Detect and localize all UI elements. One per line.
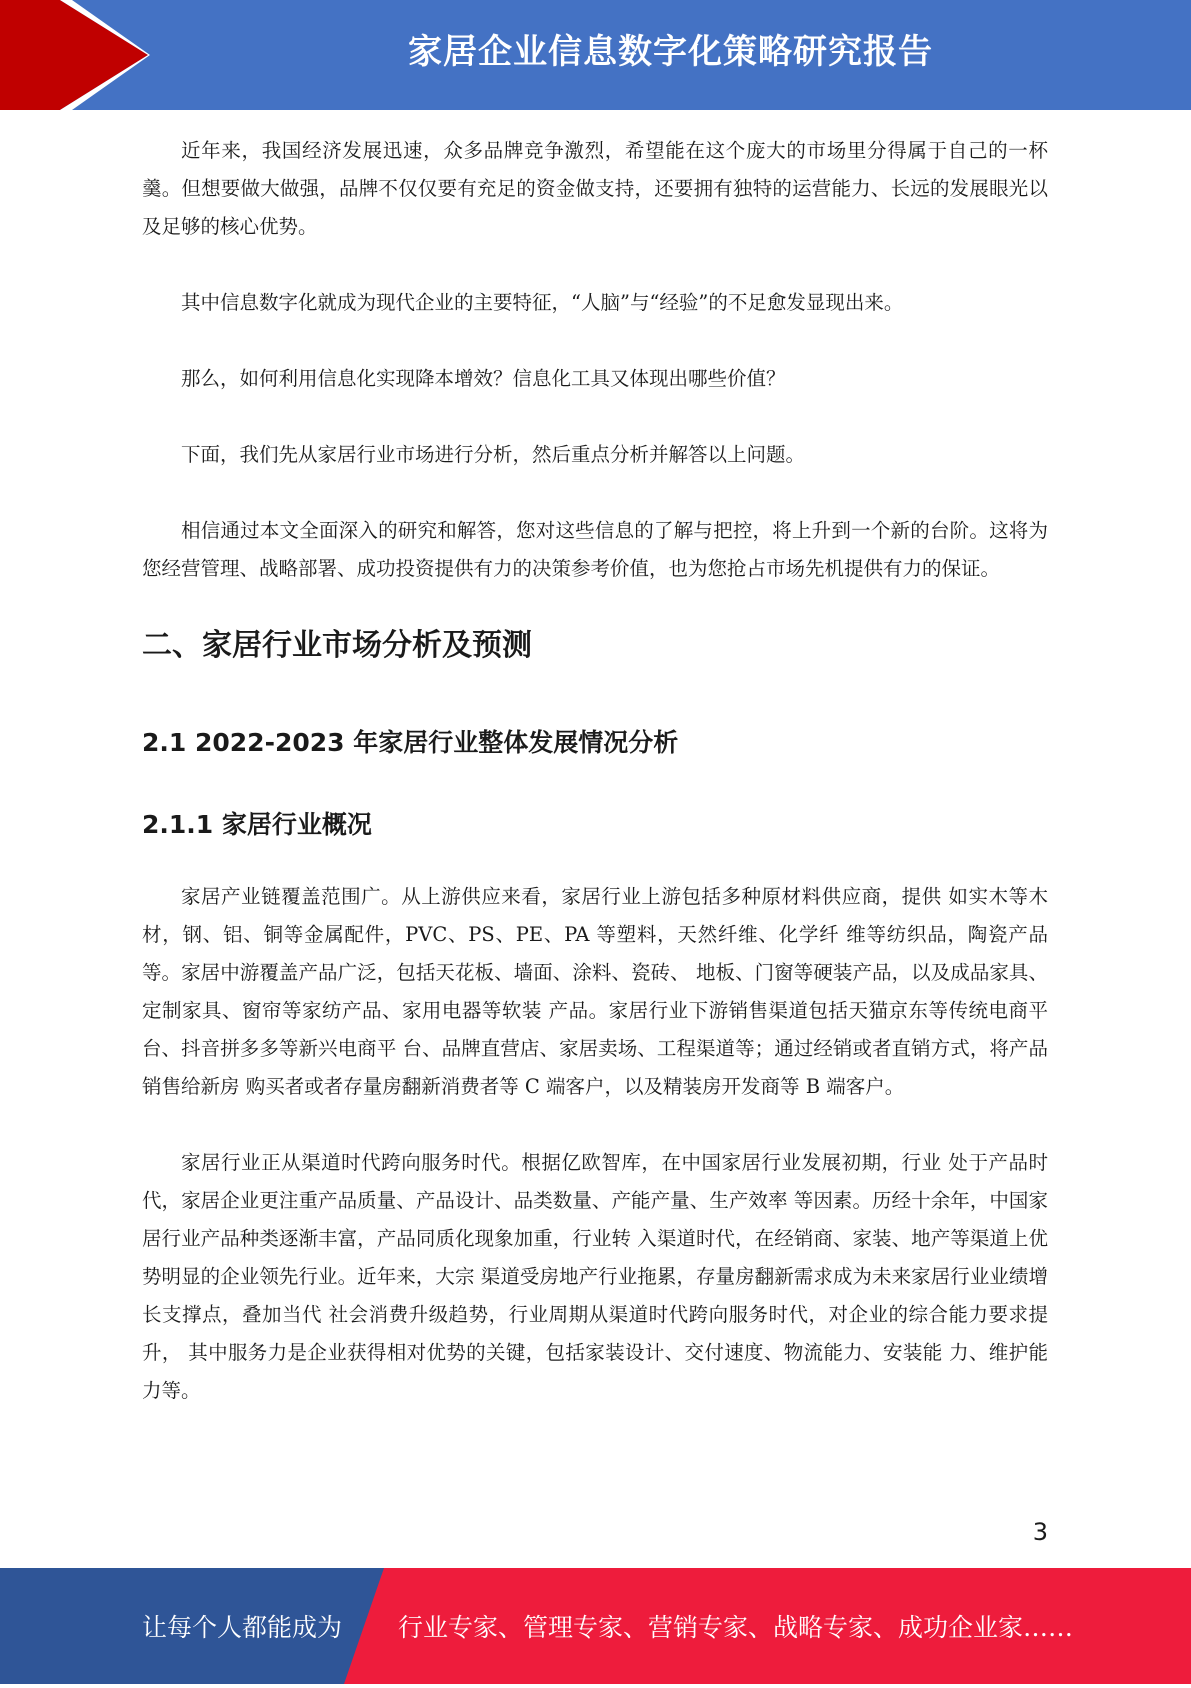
section-heading: 二、家居行业市场分析及预测	[142, 628, 532, 663]
intro-paragraph-3: 那么，如何利用信息化实现降本增效？信息化工具又体现出哪些价值？	[181, 367, 786, 390]
page-number: 3	[1032, 1518, 1048, 1546]
intro-paragraph-2: 其中信息数字化就成为现代企业的主要特征，“人脑”与“经验”的不足愈发显现出来。	[181, 291, 904, 314]
footer-banner	[0, 1568, 1191, 1684]
body-paragraph-2: 家居行业正从渠道时代跨向服务时代。根据亿欧智库，在中国家居行业发展初期，行业 处于产品时代，家居企业更注重产品质量、产品设计、品类数量、产能产量、生产效率 等因素。历经十余年，中国家居行业产品种类逐渐丰富，产品同质化现象加重，行业转 入渠道时代，在经销商、家装、地产等渠道上优势明显的企业领先行业。近年来，大宗 渠道受房地产行业拖累，存量房翻新需求成为未来家居行业业绩增长支撑点，叠加当代 社会消费升级趋势，行业周期从渠道时代跨向服务时代，对企业的综合能力要求提升， 其中服务力是企业获得相对优势的关键，包括家装设计、交付速度、物流能力、安装能 力、维护能力等。	[142, 1151, 1048, 1402]
intro-paragraph-5: 相信通过本文全面深入的研究和解答，您对这些信息的了解与把控，将上升到一个新的台阶。这将为您经营管理、战略部署、成功投资提供有力的决策参考价值，也为您抢占市场先机提供有力的保证。	[142, 519, 1048, 580]
body-paragraph-1: 家居产业链覆盖范围广。从上游供应来看，家居行业上游包括多种原材料供应商，提供 如实木等木材，钢、铝、铜等金属配件，PVC、PS、PE、PA 等塑料，天然纤维、化学纤 维等纺织品，陶瓷产品等。家居中游覆盖产品广泛，包括天花板、墙面、涂料、瓷砖、 地板、门窗等硬装产品，以及成品家具、定制家具、窗帘等家纺产品、家用电器等软装 产品。家居行业下游销售渠道包括天猫京东等传统电商平台、抖音拼多多等新兴电商平 台、品牌直营店、家居卖场、工程渠道等；通过经销或者直销方式，将产品销售给新房 购买者或者存量房翻新消费者等 C 端客户，以及精装房开发商等 B 端客户。	[142, 885, 1048, 1098]
intro-paragraph-1: 近年来，我国经济发展迅速，众多品牌竞争激烈，希望能在这个庞大的市场里分得属于自己的一杯羹。但想要做大做强，品牌不仅仅要有充足的资金做支持，还要拥有独特的运营能力、长远的发展眼光以及足够的核心优势。	[142, 139, 1048, 238]
header-arrow-decoration	[0, 0, 160, 110]
footer-slogan-left: 让每个人都能成为	[142, 1613, 343, 1642]
subsubsection-heading: 2.1.1 家居行业概况	[142, 810, 372, 839]
document-body	[142, 132, 1048, 1448]
header-banner	[0, 0, 1191, 110]
intro-paragraph-4: 下面，我们先从家居行业市场进行分析，然后重点分析并解答以上问题。	[181, 443, 806, 466]
subsection-heading: 2.1 2022-2023 年家居行业整体发展情况分析	[142, 728, 679, 757]
footer-slogan-right: 行业专家、管理专家、营销专家、战略专家、成功企业家……	[398, 1613, 1074, 1642]
document-title: 家居企业信息数字化策略研究报告	[408, 32, 933, 72]
